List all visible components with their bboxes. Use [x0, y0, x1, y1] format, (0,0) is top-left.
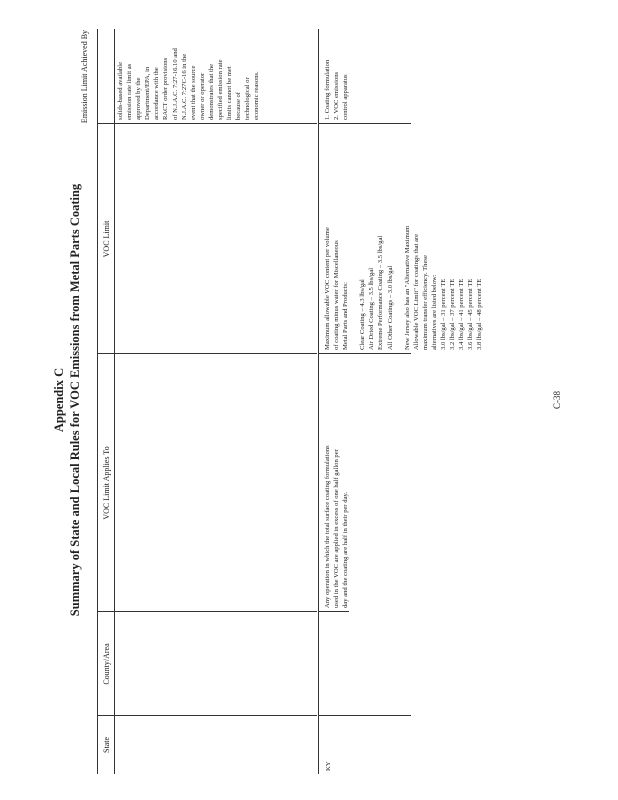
emission-text-line: event that the source [189, 65, 197, 120]
voc-limit-alt-item: 3.2 lbs/gal – 37 percent TE [449, 278, 457, 350]
col-rule-applies [97, 353, 317, 354]
col-header-county: County/Area [102, 643, 111, 685]
voc-limit-intro-line: of coating minus water for Miscellaneous [333, 240, 341, 350]
voc-limit-alt-item: 3.8 lbs/gal – 48 percent TE [476, 278, 484, 350]
voc-limit-alt-item: 3.0 lbs/gal – 31 percent TE [440, 278, 448, 350]
table-rule-top [97, 29, 98, 774]
col-rule-limit [97, 123, 317, 124]
voc-limit-alt-line: maximum transfer efficiency. These [421, 255, 429, 350]
paragraph-gap [350, 226, 358, 350]
col-header-applies: VOC Limit Applies To [102, 446, 111, 520]
emission-text-line: technological or [244, 77, 252, 120]
emission-text-line: RACT order provisions [162, 57, 170, 120]
col-rule-applies-lower [319, 353, 411, 354]
emission-text-line: approved by the [135, 77, 143, 120]
emission-cell-continued [116, 48, 262, 120]
emission-text-line: economic reasons. [253, 71, 261, 120]
emission-text-line: accordance with the [153, 67, 161, 120]
emission-method-item: 1. Coating formulation [324, 59, 331, 120]
col-rule-county [97, 611, 317, 612]
col-header-state: State [102, 737, 111, 753]
paragraph-gap [395, 226, 403, 350]
voc-limit-intro-line: Metal Parts and Products: [342, 282, 350, 350]
page-number: C-38 [552, 391, 562, 409]
voc-limit-alt-line: alternatives are listed below: [430, 274, 438, 350]
voc-limit-item: Air Dried Coating – 3.5 lbs/gal [368, 267, 376, 350]
voc-limit-cell [323, 226, 485, 350]
appendix-label: Appendix C [52, 367, 66, 433]
emission-text-line: owner or operator [198, 72, 206, 120]
table-rule-header [114, 29, 115, 774]
applies-cell [323, 445, 350, 608]
emission-text-line: emission rate limit as [126, 63, 134, 120]
emission-text-line: because of [235, 91, 243, 120]
applies-text-line: day and the coating are half in their per day. [342, 491, 350, 608]
voc-limit-intro-line: Maximum allowable VOC content per volume [324, 227, 331, 350]
col-rule-limit-lower [319, 123, 411, 124]
voc-limit-alt-line: New Jersey also has an "Alternative Maximum [403, 225, 411, 350]
voc-limit-item: All Other Coatings – 3.0 lbs/gal [386, 265, 394, 350]
emission-text-line: solids-based available [117, 61, 124, 120]
voc-limit-alt-item: 3.4 lbs/gal – 41 percent TE [458, 278, 466, 350]
emission-cell [323, 60, 350, 120]
voc-limit-item: Clear Coating – 4.3 lbs/gal [359, 279, 367, 350]
voc-limit-alt-line: Allowable VOC Limit" for coatings that are [412, 233, 420, 350]
state-cell: KY [325, 761, 332, 771]
emission-text-line: of N.J.A.C. 7:27-16.10 and [171, 48, 179, 120]
col-header-emission: Emission Limit Achieved By [80, 29, 89, 124]
document-title: Summary of State and Local Rules for VOC Emissions from Metal Parts Coating [68, 183, 82, 617]
emission-text-line: demonstrates that the [207, 63, 215, 120]
applies-text-line: used in the VOC are applied in excess of one half gallon per [333, 449, 341, 608]
voc-limit-item: Extreme Performance Coating – 3.5 lbs/gal [377, 235, 385, 350]
emission-method-item: 2. VOC emissions [333, 71, 341, 120]
table-rule-row-split [318, 29, 319, 774]
voc-limit-alt-item: 3.6 lbs/gal – 45 percent TE [467, 278, 475, 350]
emission-text-line: limits cannot be met [226, 66, 234, 120]
applies-text-line: Any operation in which the total surface coating formulations [324, 445, 331, 608]
emission-text-line: N.J.A.C. 7:27C-16 in the [180, 53, 188, 120]
col-rule-county-lower [319, 611, 349, 612]
emission-text-line: Department/EPA, in [144, 66, 152, 120]
emission-text-line: specified emission rate [217, 59, 225, 120]
col-rule-state-lower [319, 715, 411, 716]
col-header-limit: VOC Limit [102, 220, 111, 258]
col-rule-state [97, 715, 317, 716]
emission-method-item: control apparatus [342, 74, 350, 120]
